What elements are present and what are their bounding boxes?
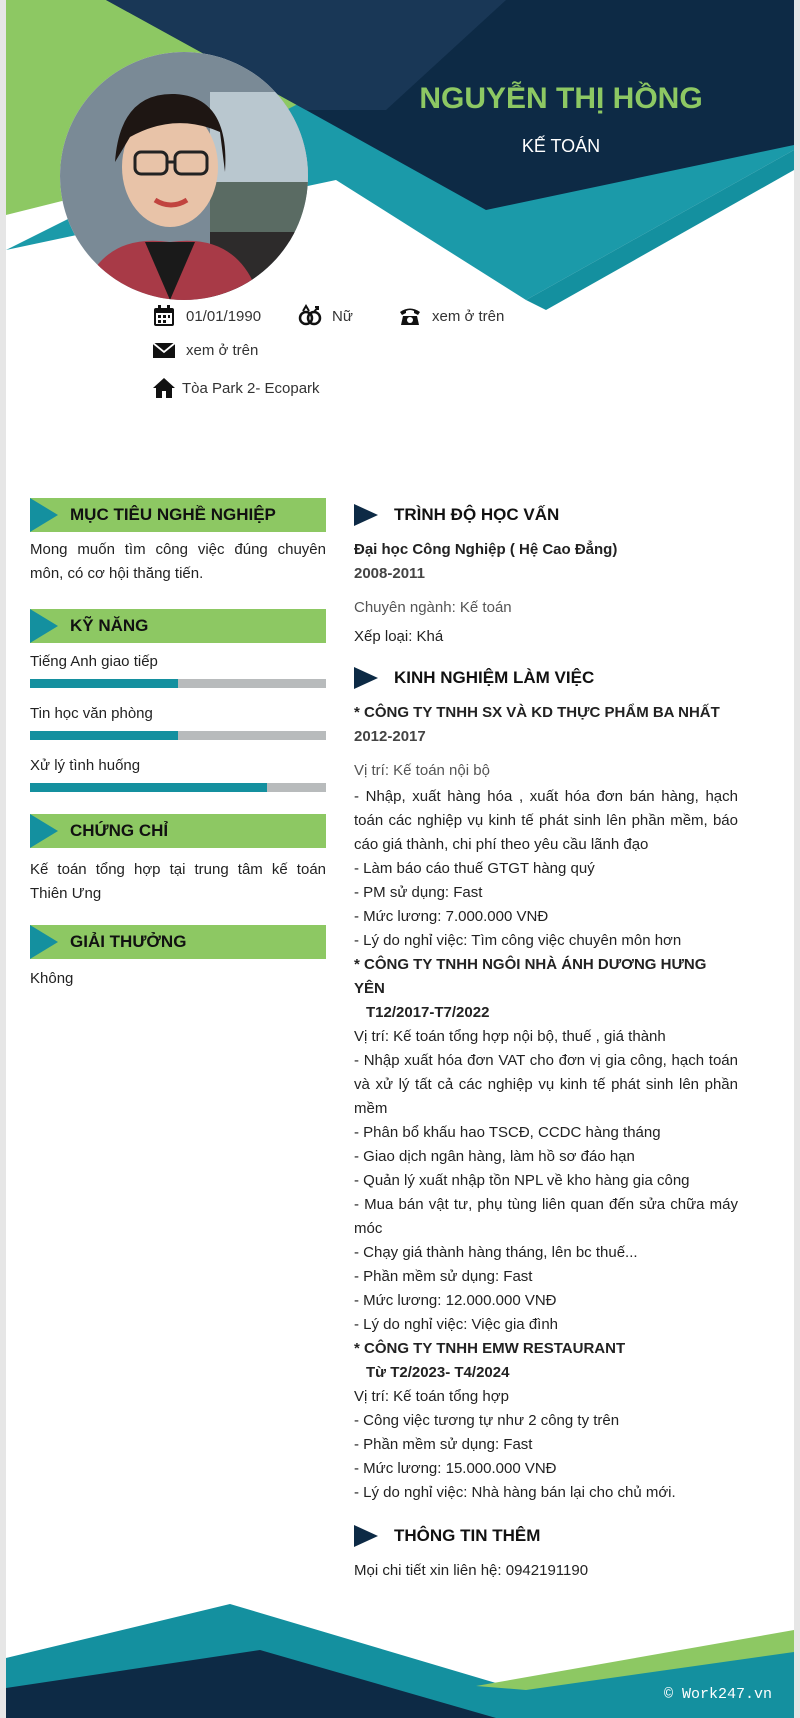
job3-line: - Lý do nghỉ việc: Nhà hàng bán lại cho chủ mới. [354,1484,676,1501]
education-major: Chuyên ngành: Kế toán [354,599,512,616]
awards-section [30,925,326,991]
job3-position: Vị trí: Kế toán tổng hợp [354,1388,509,1405]
job1-position: Vị trí: Kế toán nội bộ [354,762,490,779]
job3-period: Từ T2/2023- T4/2024 [366,1364,510,1381]
skill-bar-fill [30,679,178,688]
email-info [152,338,258,362]
experience-title: KINH NGHIỆM LÀM VIỆC [394,668,595,687]
job1-line: - PM sử dụng: Fast [354,884,483,901]
skill-item [30,705,326,740]
calendar-icon [152,304,176,328]
extra-title: THÔNG TIN THÊM [394,1526,541,1545]
skill-bar [30,731,326,740]
job3-line: - Công việc tương tự như 2 công ty trên [354,1412,620,1429]
experience-header [354,663,738,693]
job2-line: - Chạy giá thành hàng tháng, lên bc thuế... [354,1244,638,1261]
phone-info [398,304,504,328]
objective-header [30,498,326,532]
gender-info [298,304,353,328]
profile-photo [60,52,308,300]
skills-header [30,609,326,643]
job2-line: - Phân bổ khấu hao TSCĐ, CCDC hàng tháng [354,1124,661,1141]
envelope-icon [152,338,176,362]
cv-page [6,0,794,1718]
education-header [354,500,738,530]
job2-line: - Phần mềm sử dụng: Fast [354,1268,533,1285]
job3-line: - Mức lương: 15.000.000 VNĐ [354,1460,557,1477]
job3-company: * CÔNG TY TNHH EMW RESTAURANT [354,1340,626,1357]
skill-label: Xử lý tình huống [30,757,141,774]
job2-line: - Mức lương: 12.000.000 VNĐ [354,1292,557,1309]
job1-line: - Làm báo cáo thuế GTGT hàng quý [354,860,595,877]
birthday-value: 01/01/1990 [186,307,262,325]
certificates-header [30,814,326,848]
job1-line: - Mức lương: 7.000.000 VNĐ [354,908,549,925]
job2-line: - Giao dịch ngân hàng, làm hồ sơ đáo hạn [354,1148,635,1165]
certificates-section [30,814,326,906]
awards-header [30,925,326,959]
skill-bar [30,679,326,688]
extra-text: Mọi chi tiết xin liên hệ: 0942191190 [354,1562,589,1579]
awards-text: Không [30,970,74,987]
awards-title: GIẢI THƯỞNG [70,932,187,951]
skill-bar-fill [30,731,178,740]
birthday-info [152,304,261,328]
objective-title: MỤC TIÊU NGHỀ NGHIỆP [70,505,276,524]
education-title: TRÌNH ĐỘ HỌC VẤN [394,505,560,524]
home-icon [152,376,176,400]
skills-title: KỸ NĂNG [70,616,149,635]
candidate-name: NGUYỄN THỊ HỒNG [419,82,703,115]
job2-period: T12/2017-T7/2022 [366,1004,490,1021]
phone-value: xem ở trên [432,307,505,325]
objective-text: Mong muốn tìm công việc đúng chuyên môn, có cơ hội thăng tiến. [30,541,326,582]
email-value: xem ở trên [186,341,259,359]
skill-item [30,757,326,792]
skill-bar [30,783,326,792]
candidate-role: KẾ TOÁN [521,136,601,156]
job2-line: - Lý do nghỉ việc: Việc gia đình [354,1316,559,1333]
job1-period: 2012-2017 [354,728,426,745]
job2-line: - Nhập xuất hóa đơn VAT cho đơn vị gia công, hạch toán và xử lý tất cả các nghiệp vụ kinh tế phát sinh lên phần mềm [354,1052,738,1117]
phone-icon [398,304,422,328]
skill-label: Tiếng Anh giao tiếp [30,653,158,670]
address-info [152,376,320,400]
job2-position: Vị trí: Kế toán tổng hợp nội bộ, thuế , giá thành [354,1028,666,1045]
job2-company: * CÔNG TY TNHH NGÔI NHÀ ÁNH DƯƠNG HƯNG YÊN [354,956,707,997]
skill-label: Tin học văn phòng [30,705,153,722]
gender-icon [298,304,322,328]
job1-company: * CÔNG TY TNHH SX VÀ KD THỰC PHẨM BA NHẤT [354,704,720,721]
footer-brand: © Work247.vn [663,1686,772,1703]
skills-section [30,609,326,792]
extra-header [354,1521,738,1551]
objective-section [30,498,326,586]
education-years: 2008-2011 [354,565,425,582]
skill-item [30,653,326,688]
right-column [354,500,738,1583]
education-grade: Xếp loại: Khá [354,628,444,645]
job1-line: - Lý do nghỉ việc: Tìm công việc chuyên môn hơn [354,932,682,949]
skill-bar-fill [30,783,267,792]
education-school: Đại học Công Nghiệp ( Hệ Cao Đẳng) [354,541,618,558]
job3-line: - Phần mềm sử dụng: Fast [354,1436,533,1453]
job2-line: - Mua bán vật tư, phụ tùng liên quan đến sửa chữa máy móc [354,1196,738,1237]
job1-line: - Nhập, xuất hàng hóa , xuất hóa đơn bán hàng, hạch toán các nghiệp vụ kinh tế phát sinh lên phần mềm, báo cáo giá thành, chi phí theo yêu cầu lãnh đạo [354,788,738,853]
certificates-text: Kế toán tổng hợp tại trung tâm kế toán Thiên Ưng [30,861,326,902]
job2-line: - Quản lý xuất nhập tồn NPL về kho hàng gia công [354,1172,690,1189]
gender-value: Nữ [332,307,353,325]
certificates-title: CHỨNG CHỈ [70,821,169,840]
address-value: Tòa Park 2- Ecopark [182,379,320,397]
